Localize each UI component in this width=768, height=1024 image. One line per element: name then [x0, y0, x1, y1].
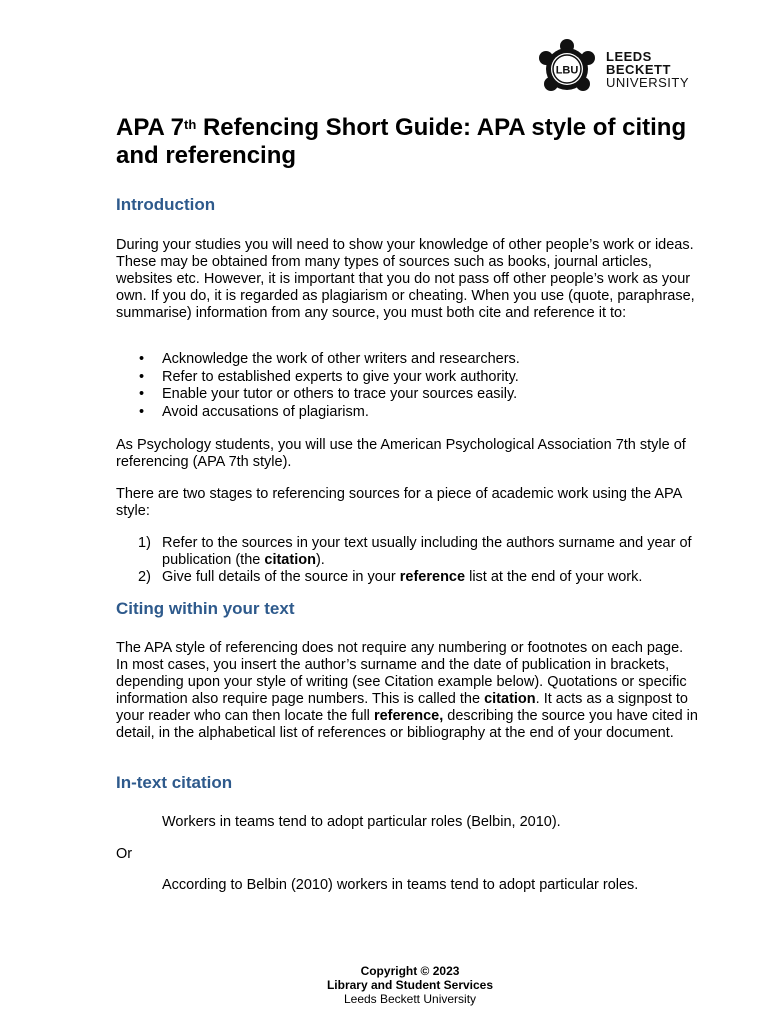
footer-department: Library and Student Services	[326, 978, 494, 992]
list-item	[116, 386, 698, 404]
list-item	[116, 369, 698, 387]
logo-line-2: BECKETT	[606, 61, 671, 77]
or-label: Or	[116, 846, 133, 862]
step-number: 2)	[138, 569, 151, 585]
citing-paragraph	[116, 640, 698, 742]
step-text: Refer to the sources in your text usually including the authors surname and year of publication (the	[162, 535, 692, 568]
footer-copyright: Copyright © 2023	[360, 964, 460, 978]
step-bold: reference	[399, 569, 466, 585]
logo-mark-text: LBU	[555, 64, 579, 77]
list-item	[116, 404, 698, 422]
intro-paragraph-2: As Psychology students, you will use the American Psychological Association 7th style of referencing (APA 7th style).	[116, 437, 686, 470]
list-item	[116, 569, 698, 586]
step-bold: citation	[264, 552, 316, 568]
page-title	[116, 114, 696, 170]
bullet-icon: •	[139, 368, 145, 385]
citing-bold-1: citation	[484, 691, 536, 707]
citing-bold-2: reference,	[373, 708, 444, 724]
logo-line-3: UNIVERSITY	[606, 74, 690, 90]
bullet-text: Enable your tutor or others to trace your sources easily.	[162, 386, 518, 402]
step-text: Give full details of the source in your	[162, 569, 400, 585]
step-number: 1)	[138, 535, 151, 551]
example-citation-2: According to Belbin (2010) workers in teams tend to adopt particular roles.	[162, 877, 639, 893]
page-footer	[0, 964, 768, 1006]
logo-wordmark	[606, 50, 689, 89]
title-superscript: th	[184, 117, 197, 132]
citing-text-2: . It acts as a signpost to your reader who can then locate the full	[116, 691, 688, 724]
intro-bullet-list	[116, 351, 698, 421]
bullet-text: Refer to established experts to give your work authority.	[162, 368, 519, 385]
university-logo	[536, 38, 694, 100]
bullet-icon: •	[139, 403, 145, 420]
step-text-end: ).	[315, 552, 325, 568]
example-citation-1: Workers in teams tend to adopt particular roles (Belbin, 2010).	[162, 814, 561, 830]
bullet-text: Acknowledge the work of other writers and researchers.	[162, 351, 520, 367]
steps-list	[116, 535, 698, 586]
intro-heading: Introduction	[116, 195, 216, 214]
citing-text-3: describing the source you have cited in detail, in the alphabetical list of references or bibliography at the end of your document.	[116, 708, 698, 741]
title-prefix: APA 7	[116, 114, 185, 141]
list-item	[116, 351, 698, 369]
citing-heading: Citing within your text	[116, 599, 295, 618]
bullet-icon: •	[139, 351, 145, 367]
citing-text-1: The APA style of referencing does not require any numbering or footnotes on each page. In most cases, you insert the author’s surname and the date of publication in brackets, depending upon your style of writing (see Citation example below). Quotations or specific information also require page numbers. This is called the	[116, 640, 687, 707]
intro-paragraph-3: There are two stages to referencing sources for a piece of academic work using the APA style:	[116, 486, 682, 519]
step-text-end: list at the end of your work.	[465, 569, 643, 585]
bullet-text: Avoid accusations of plagiarism.	[162, 403, 369, 420]
rose-emblem-icon	[536, 38, 598, 100]
bullet-icon: •	[139, 386, 145, 402]
list-item	[116, 535, 698, 569]
logo-line-1: LEEDS	[606, 48, 652, 64]
intro-paragraph-1: During your studies you will need to show your knowledge of other people’s work or ideas. These may be obtained from many types of sources such as books, journal articles, websites etc. However, it is important that you do not pass off other people’s work as your own. If you do, it is regarded as plagiarism or cheating. When you use (quote, paraphrase, summarise) information from any source, you must both cite and reference it to:	[116, 237, 695, 321]
title-rest: Refencing Short Guide: APA style of citing and referencing	[116, 114, 687, 169]
footer-university: Leeds Beckett University	[343, 992, 477, 1006]
intext-heading: In-text citation	[116, 773, 233, 792]
